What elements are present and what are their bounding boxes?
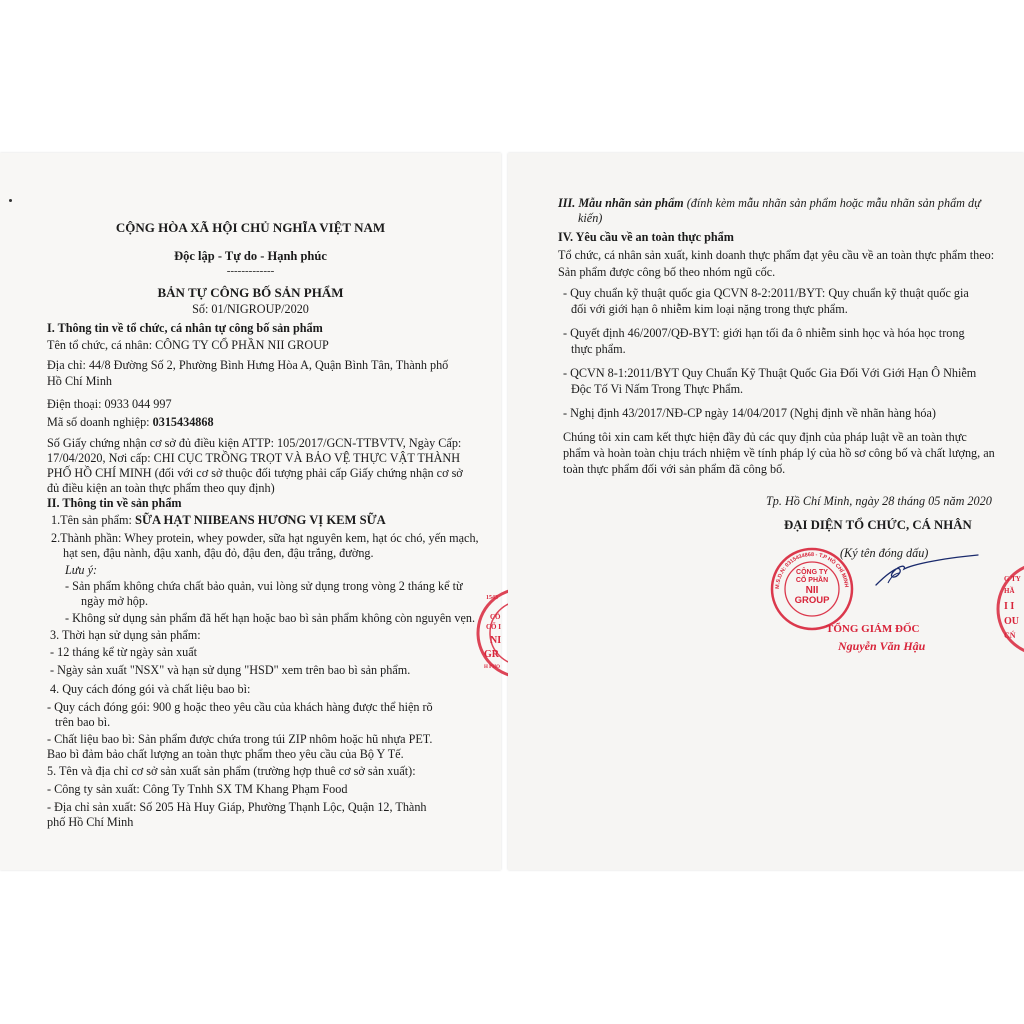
- company-seal-line-1: CÔNG TY: [796, 569, 828, 576]
- note-1-line-2: ngày mở hộp.: [81, 594, 149, 608]
- manufacturer-name: - Công ty sản xuất: Công Ty Tnhh SX TM Khang Phạm Food: [47, 782, 348, 796]
- cert-line-3: PHỐ HỒ CHÍ MINH (đối với cơ sở thuộc đối tượng phải cấp Giấy chứng nhận cơ sở: [47, 466, 463, 480]
- company-seal-line-3: NII: [805, 585, 819, 596]
- safety-intro-1: Tổ chức, cá nhân sản xuất, kinh doanh thực phẩm đạt yêu cầu về an toàn thực phẩm theo:: [558, 248, 995, 262]
- shelf-life-title: 3. Thời hạn sử dụng sản phẩm:: [50, 628, 201, 642]
- phone: Điện thoại: 0933 044 997: [47, 397, 172, 411]
- doc-number: Số: 01/NIGROUP/2020: [192, 302, 309, 316]
- safety-intro-2: Sản phẩm được công bố theo nhóm ngũ cốc.: [558, 265, 776, 279]
- manufacturer-address-2: phố Hồ Chí Minh: [47, 815, 134, 829]
- packaging-2-line-1: - Chất liệu bao bì: Sản phẩm được chứa trong túi ZIP nhôm hoặc hũ nhựa PET.: [47, 732, 433, 746]
- shelf-life-1: - 12 tháng kể từ ngày sản xuất: [50, 645, 198, 659]
- regulation-3-line-2: Độc Tố Vi Nấm Trong Thực Phẩm.: [571, 382, 744, 396]
- edge-stamp-text-6: H PHO: [484, 665, 500, 670]
- cert-line-4: đủ điều kiện an toàn thực phẩm theo quy định): [47, 481, 275, 495]
- manufacturer-address-1: - Địa chỉ sản xuất: Số 205 Hà Huy Giáp, Phường Thạnh Lộc, Quận 12, Thành: [47, 800, 427, 814]
- company-seal-ring-text: M.S.D.N: 0315434868 - T.P HỒ CHÍ MINH: [774, 551, 850, 590]
- tax-label: Mã số doanh nghiệp:: [47, 415, 153, 429]
- company-seal-line-4: GROUP: [794, 595, 830, 606]
- address-line-1: Địa chỉ: 44/8 Đường Số 2, Phường Bình Hưng Hòa A, Quận Bình Tân, Thành phố: [47, 358, 449, 372]
- commitment-line-3: toàn thực phẩm đối với sản phẩm đã công bố.: [563, 462, 786, 476]
- edge-stamp-text-2: CÔ: [490, 613, 501, 621]
- edge-stamp-text-1: 1543: [486, 595, 498, 601]
- tax-value: 0315434868: [152, 415, 214, 429]
- regulation-2-line-2: thực phẩm.: [571, 342, 626, 356]
- packaging-1-line-2: trên bao bì.: [55, 715, 111, 729]
- sign-note: (Ký tên đóng dấu): [840, 546, 929, 560]
- cert-line-1: Số Giấy chứng nhận cơ sở đủ điều kiện ATTP: 105/2017/GCN-TTBVTV, Ngày Cấp:: [47, 436, 462, 450]
- company-seal: [770, 547, 854, 631]
- regulation-1-line-2: đối với giới hạn ô nhiễm kim loại nặng trong thực phẩm.: [571, 302, 848, 316]
- edge-stamp-right-text-3: I I: [1004, 601, 1015, 612]
- edge-stamp-text-3: CỔ I: [486, 623, 501, 631]
- product-name-line: [51, 513, 386, 528]
- page-speck: [9, 199, 12, 202]
- ingredients-line-2: hạt sen, đậu nành, đậu xanh, đậu đỏ, đậu đen, đậu trắng, đường.: [63, 546, 374, 560]
- signer-title: ĐẠI DIỆN TỔ CHỨC, CÁ NHÂN: [784, 518, 972, 532]
- header-rule: -------------: [226, 265, 275, 277]
- edge-stamp-right-text-4: OU: [1004, 616, 1019, 627]
- ingredients-line-1: 2.Thành phần: Whey protein, whey powder, sữa hạt nguyên kem, hạt óc chó, yến mạch,: [51, 531, 479, 545]
- cert-line-2: 17/04/2020, Nơi cấp: CHI CỤC TRỒNG TRỌT VÀ BẢO VỆ THỰC VẬT THÀNH: [47, 451, 461, 465]
- packaging-title: 4. Quy cách đóng gói và chất liệu bao bì:: [50, 682, 251, 696]
- company-seal-line-2: CỔ PHẦN: [795, 577, 829, 584]
- header-country: CỘNG HÒA XÃ HỘI CHỦ NGHĨA VIỆT NAM: [115, 220, 386, 235]
- shelf-life-2: - Ngày sản xuất "NSX" và hạn sử dụng "HSD" xem trên bao bì sản phẩm.: [50, 663, 411, 677]
- section3-title: III. Mẫu nhãn sản phẩm: [558, 196, 687, 210]
- edge-stamp-right-text-2: HẦ: [1004, 587, 1015, 595]
- regulation-2-line-1: - Quyết định 46/2007/QĐ-BYT: giới hạn tối đa ô nhiễm sinh học và hóa học trong: [563, 326, 965, 340]
- note-label: Lưu ý:: [65, 563, 98, 577]
- packaging-2-line-2: Bao bì đảm bảo chất lượng an toàn thực phẩm theo yêu cầu của Bộ Y Tế.: [47, 747, 404, 761]
- signer-position: TỔNG GIÁM ĐỐC: [826, 623, 920, 635]
- edge-stamp-left-page: [472, 583, 512, 683]
- section2-title: II. Thông tin về sản phẩm: [47, 496, 182, 510]
- doc-title: BẢN TỰ CÔNG BỐ SẢN PHẨM: [157, 285, 344, 300]
- date-line: Tp. Hồ Chí Minh, ngày 28 tháng 05 năm 2020: [766, 494, 992, 508]
- edge-stamp-right-text-5: CŃ: [1004, 631, 1016, 640]
- regulation-1-line-1: - Quy chuẩn kỹ thuật quốc gia QCVN 8-2:2011/BYT: Quy chuẩn kỹ thuật quốc gia: [563, 286, 969, 300]
- section3-note: (đính kèm mẫu nhãn sản phẩm hoặc mẫu nhãn sản phẩm dự: [686, 196, 981, 210]
- product-label: 1.Tên sản phẩm:: [51, 513, 135, 527]
- packaging-1-line-1: - Quy cách đóng gói: 900 g hoặc theo yêu cầu của khách hàng được thể hiện rõ: [47, 700, 433, 714]
- manufacturer-title: 5. Tên và địa chỉ cơ sở sản xuất sản phẩm (trường hợp thuê cơ sở sản xuất):: [47, 764, 416, 778]
- regulation-4: - Nghị định 43/2017/NĐ-CP ngày 14/04/2017 (Nghị định về nhãn hàng hóa): [563, 406, 936, 420]
- signer-name: Nguyễn Văn Hậu: [838, 639, 926, 653]
- handwritten-signature: [866, 551, 986, 591]
- note-2: - Không sử dụng sản phẩm đã hết hạn hoặc bao bì sản phẩm không còn nguyên vẹn.: [65, 611, 476, 625]
- org-name: Tên tổ chức, cá nhân: CÔNG TY CỔ PHẦN NII GROUP: [47, 338, 329, 352]
- document-page-left: [0, 153, 501, 870]
- edge-stamp-text-5: GR: [484, 649, 499, 660]
- address-line-2: Hồ Chí Minh: [47, 374, 113, 388]
- header-motto: Độc lập - Tự do - Hạnh phúc: [174, 249, 327, 263]
- tax-code: [47, 415, 214, 430]
- edge-stamp-text-4: NI: [490, 635, 502, 646]
- edge-stamp-right-page: [994, 553, 1024, 663]
- section4-title: IV. Yêu cầu về an toàn thực phẩm: [558, 230, 734, 244]
- section3-note-2: kiến): [578, 211, 603, 225]
- regulation-3-line-1: - QCVN 8-1:2011/BYT Quy Chuẩn Kỹ Thuật Quốc Gia Đối Với Giới Hạn Ô Nhiễm: [563, 366, 977, 380]
- commitment-line-1: Chúng tôi xin cam kết thực hiện đầy đủ các quy định của pháp luật về an toàn thực: [563, 430, 967, 444]
- edge-stamp-right-text-1: G TY: [1004, 575, 1021, 583]
- product-name: SỮA HẠT NIIBEANS HƯƠNG VỊ KEM SỮA: [134, 513, 386, 527]
- commitment-line-2: phẩm và hoàn toàn chịu trách nhiệm về tính pháp lý của hồ sơ công bố và chất lượng, an: [563, 446, 995, 460]
- document-page-right: [508, 153, 1024, 870]
- section3-line-1: [558, 196, 981, 211]
- section1-title: I. Thông tin về tổ chức, cá nhân tự công bố sản phẩm: [47, 321, 323, 335]
- note-1-line-1: - Sản phẩm không chứa chất bảo quản, vui lòng sử dụng trong vòng 2 tháng kể từ: [65, 579, 463, 593]
